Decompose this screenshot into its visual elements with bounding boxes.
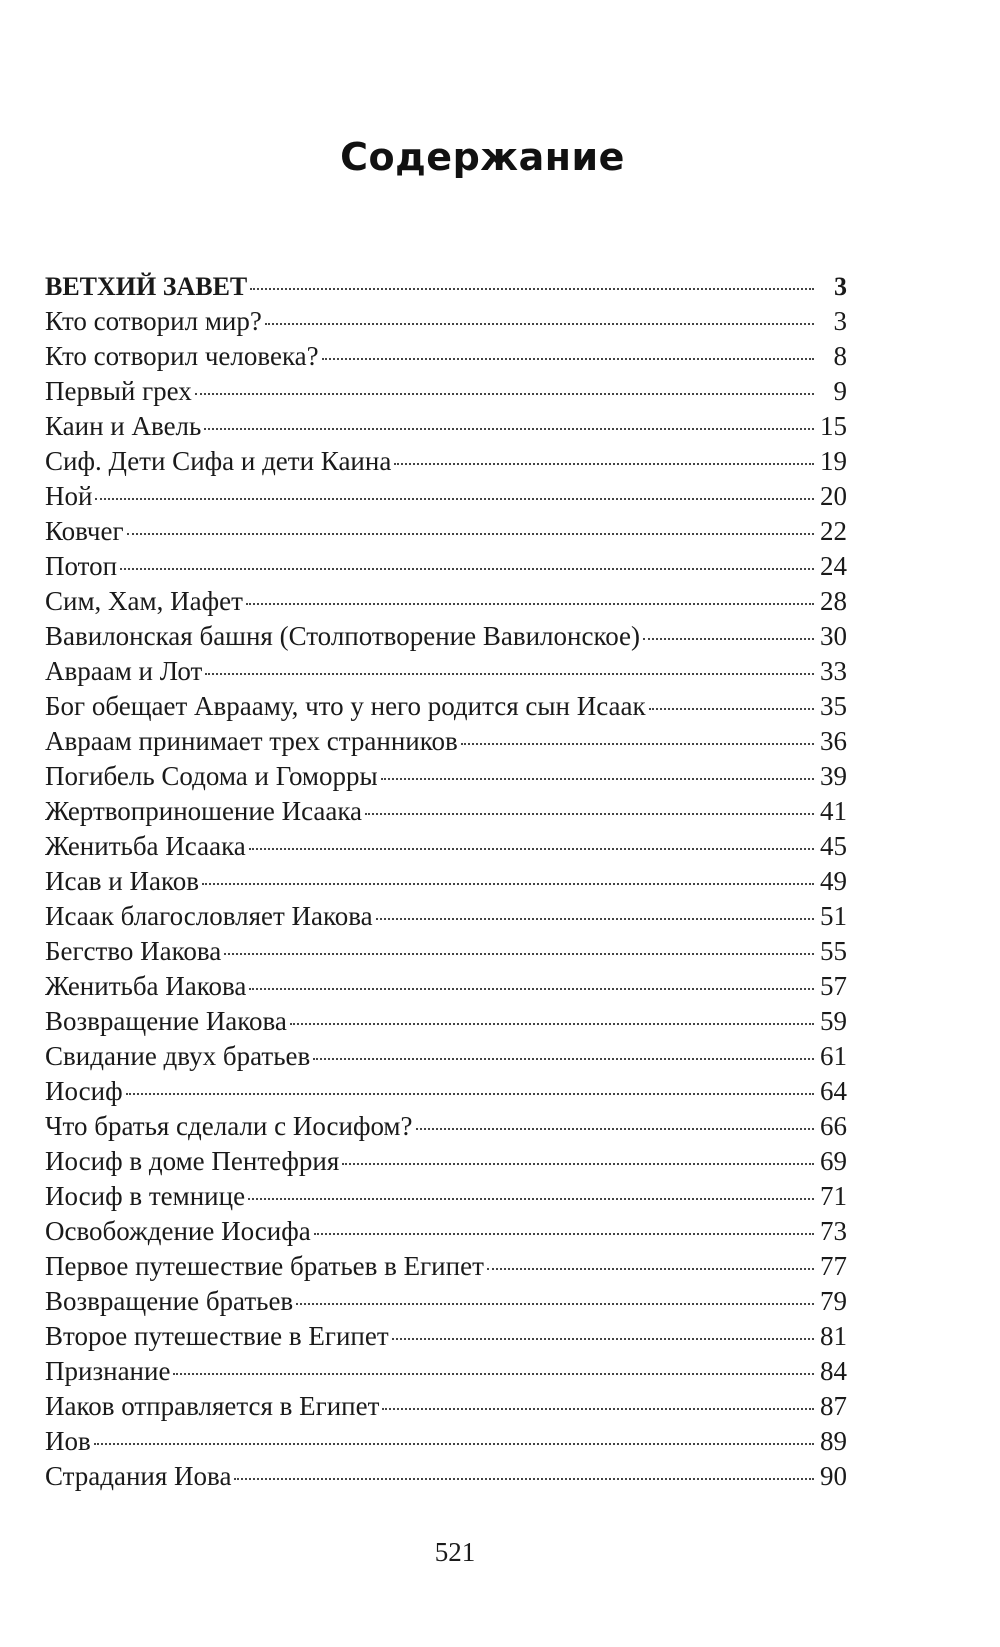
toc-entry — [45, 1179, 847, 1214]
dot-leader — [461, 743, 814, 745]
toc-entry-page: 35 — [820, 691, 847, 721]
toc-entry-page: 81 — [820, 1321, 847, 1351]
toc-entry — [45, 899, 847, 934]
dot-leader — [249, 988, 814, 990]
toc-entry-title: Что братья сделали с Иосифом? — [45, 1111, 413, 1141]
dot-leader — [234, 1478, 814, 1480]
toc-entry-page: 61 — [820, 1041, 847, 1071]
toc-entry-page: 51 — [820, 901, 847, 931]
dot-leader — [94, 1443, 814, 1445]
page-title: Содержание — [340, 135, 625, 179]
dot-leader — [95, 498, 814, 500]
toc-entry-title: Иаков отправляется в Египет — [45, 1391, 380, 1421]
toc-entry — [45, 1284, 847, 1319]
toc-entry-title: Каин и Авель — [45, 411, 202, 441]
toc-entry-title: Освобождение Иосифа — [45, 1216, 311, 1246]
toc-entry-title: Ной — [45, 481, 93, 511]
toc-entry-title: Бог обещает Аврааму, что у него родится сын Исаак — [45, 691, 646, 721]
toc-entry-page: 71 — [820, 1181, 847, 1211]
toc-entry-page: 8 — [833, 341, 847, 371]
toc-entry-title: ВЕТХИЙ ЗАВЕТ — [45, 272, 248, 301]
toc-entry — [45, 549, 847, 584]
toc-entry-page: 28 — [820, 586, 847, 616]
toc-entry-title: Женитьба Исаака — [45, 831, 246, 861]
toc-entry-title: Жертвоприношение Исаака — [45, 796, 363, 826]
toc-entry-page: 3 — [833, 306, 847, 336]
dot-leader — [416, 1128, 814, 1130]
toc-entry-title: Женитьба Иакова — [45, 971, 247, 1001]
dot-leader — [173, 1373, 814, 1375]
dot-leader — [126, 1093, 814, 1095]
toc-entry-page: 33 — [820, 656, 847, 686]
dot-leader — [127, 533, 814, 535]
toc-entry — [45, 1004, 847, 1039]
dot-leader — [313, 1058, 814, 1060]
toc-entry — [45, 969, 847, 1004]
toc-entry — [45, 829, 847, 864]
dot-leader — [224, 953, 814, 955]
toc-entry — [45, 934, 847, 969]
toc-entry-page: 20 — [820, 481, 847, 511]
toc-entry-title: Первое путешествие братьев в Египет — [45, 1251, 484, 1281]
dot-leader — [246, 603, 814, 605]
toc-entry — [45, 444, 847, 479]
toc-entry-page: 59 — [820, 1006, 847, 1036]
toc-entry-title: Сим, Хам, Иафет — [45, 586, 243, 616]
toc-entry — [45, 759, 847, 794]
toc-entry-page: 22 — [820, 516, 847, 546]
page-number: 521 — [434, 1537, 476, 1567]
toc-entry-title: Иосиф в темнице — [45, 1181, 246, 1211]
toc-entry — [45, 619, 847, 654]
dot-leader — [248, 1198, 814, 1200]
toc-entry-title: Свидание двух братьев — [45, 1041, 311, 1071]
toc-entry-page: 64 — [820, 1076, 847, 1106]
dot-leader — [649, 708, 814, 710]
dot-leader — [205, 673, 814, 675]
toc-entry — [45, 1144, 847, 1179]
toc-entry — [45, 1354, 847, 1389]
dot-leader — [250, 288, 814, 290]
toc-entry-title: Кто сотворил мир? — [45, 306, 262, 336]
dot-leader — [643, 638, 814, 640]
toc-entry-page: 73 — [820, 1216, 847, 1246]
toc-entry-title: Первый грех — [45, 376, 192, 406]
toc-entry — [45, 374, 847, 409]
dot-leader — [202, 883, 814, 885]
dot-leader — [322, 358, 814, 360]
toc-entry — [45, 514, 847, 549]
toc-entry — [45, 724, 847, 759]
toc-entry — [45, 1214, 847, 1249]
toc-entry — [45, 1424, 847, 1459]
toc-entry — [45, 479, 847, 514]
toc-entry-page: 24 — [820, 551, 847, 581]
toc-entry-page: 39 — [820, 761, 847, 791]
toc-entry-title: Потоп — [45, 551, 118, 581]
toc-entry-title: Страдания Иова — [45, 1461, 232, 1491]
dot-leader — [120, 568, 814, 570]
toc-entry — [45, 1039, 847, 1074]
toc-entry-page: 69 — [820, 1146, 847, 1176]
table-of-contents — [45, 269, 847, 1494]
toc-entry-page: 79 — [820, 1286, 847, 1316]
dot-leader — [394, 463, 814, 465]
toc-entry-title: Возвращение Иакова — [45, 1006, 287, 1036]
toc-entry — [45, 794, 847, 829]
toc-entry-page: 36 — [820, 726, 847, 756]
toc-entry-title: Ковчег — [45, 516, 124, 546]
toc-entry — [45, 1389, 847, 1424]
dot-leader — [265, 323, 814, 325]
toc-entry-title: Второе путешествие в Египет — [45, 1321, 389, 1351]
toc-entry-title: Исаак благословляет Иакова — [45, 901, 373, 931]
toc-entry-title: Иосиф — [45, 1076, 123, 1106]
toc-entry — [45, 1074, 847, 1109]
toc-entry-title: Вавилонская башня (Столпотворение Вавилонское) — [45, 621, 641, 651]
toc-entry-page: 57 — [820, 971, 847, 1001]
toc-entry-page: 41 — [820, 796, 847, 826]
toc-entry — [45, 584, 847, 619]
dot-leader — [365, 813, 814, 815]
toc-entry — [45, 1249, 847, 1284]
toc-entry-page: 9 — [833, 376, 847, 406]
dot-leader — [392, 1338, 814, 1340]
toc-entry-title: Иов — [45, 1426, 91, 1456]
dot-leader — [296, 1303, 814, 1305]
toc-entry-title: Иосиф в доме Пентефрия — [45, 1146, 340, 1176]
toc-entry-title: Возвращение братьев — [45, 1286, 294, 1316]
toc-entry — [45, 689, 847, 724]
toc-entry-page: 30 — [820, 621, 847, 651]
toc-entry-title: Признание — [45, 1356, 171, 1386]
toc-entry-title: Авраам и Лот — [45, 656, 203, 686]
toc-section-heading — [45, 269, 847, 304]
toc-entry-page: 89 — [820, 1426, 847, 1456]
toc-entry-title: Авраам принимает трех странников — [45, 726, 458, 756]
toc-entry-page: 45 — [820, 831, 847, 861]
toc-entry — [45, 1109, 847, 1144]
dot-leader — [487, 1268, 814, 1270]
toc-entry — [45, 304, 847, 339]
toc-entry-page: 55 — [820, 936, 847, 966]
toc-entry — [45, 1319, 847, 1354]
toc-entry-title: Погибель Содома и Гоморры — [45, 761, 378, 791]
toc-entry — [45, 339, 847, 374]
dot-leader — [314, 1233, 814, 1235]
toc-entry-title: Бегство Иакова — [45, 936, 222, 966]
dot-leader — [342, 1163, 814, 1165]
toc-entry-title: Сиф. Дети Сифа и дети Каина — [45, 446, 392, 476]
dot-leader — [382, 1408, 814, 1410]
toc-entry-page: 87 — [820, 1391, 847, 1421]
toc-entry-title: Кто сотворил человека? — [45, 341, 319, 371]
toc-entry — [45, 864, 847, 899]
dot-leader — [195, 393, 814, 395]
toc-entry — [45, 1459, 847, 1494]
toc-entry-page: 90 — [820, 1461, 847, 1491]
toc-entry-page: 77 — [820, 1251, 847, 1281]
toc-entry — [45, 654, 847, 689]
dot-leader — [290, 1023, 814, 1025]
dot-leader — [204, 428, 814, 430]
toc-entry-page: 49 — [820, 866, 847, 896]
dot-leader — [249, 848, 814, 850]
toc-entry-page: 15 — [820, 411, 847, 441]
toc-entry-page: 66 — [820, 1111, 847, 1141]
dot-leader — [381, 778, 814, 780]
toc-entry-page: 19 — [820, 446, 847, 476]
toc-entry-page: 3 — [834, 272, 847, 301]
toc-entry-page: 84 — [820, 1356, 847, 1386]
dot-leader — [376, 918, 814, 920]
toc-entry — [45, 409, 847, 444]
toc-entry-title: Исав и Иаков — [45, 866, 199, 896]
